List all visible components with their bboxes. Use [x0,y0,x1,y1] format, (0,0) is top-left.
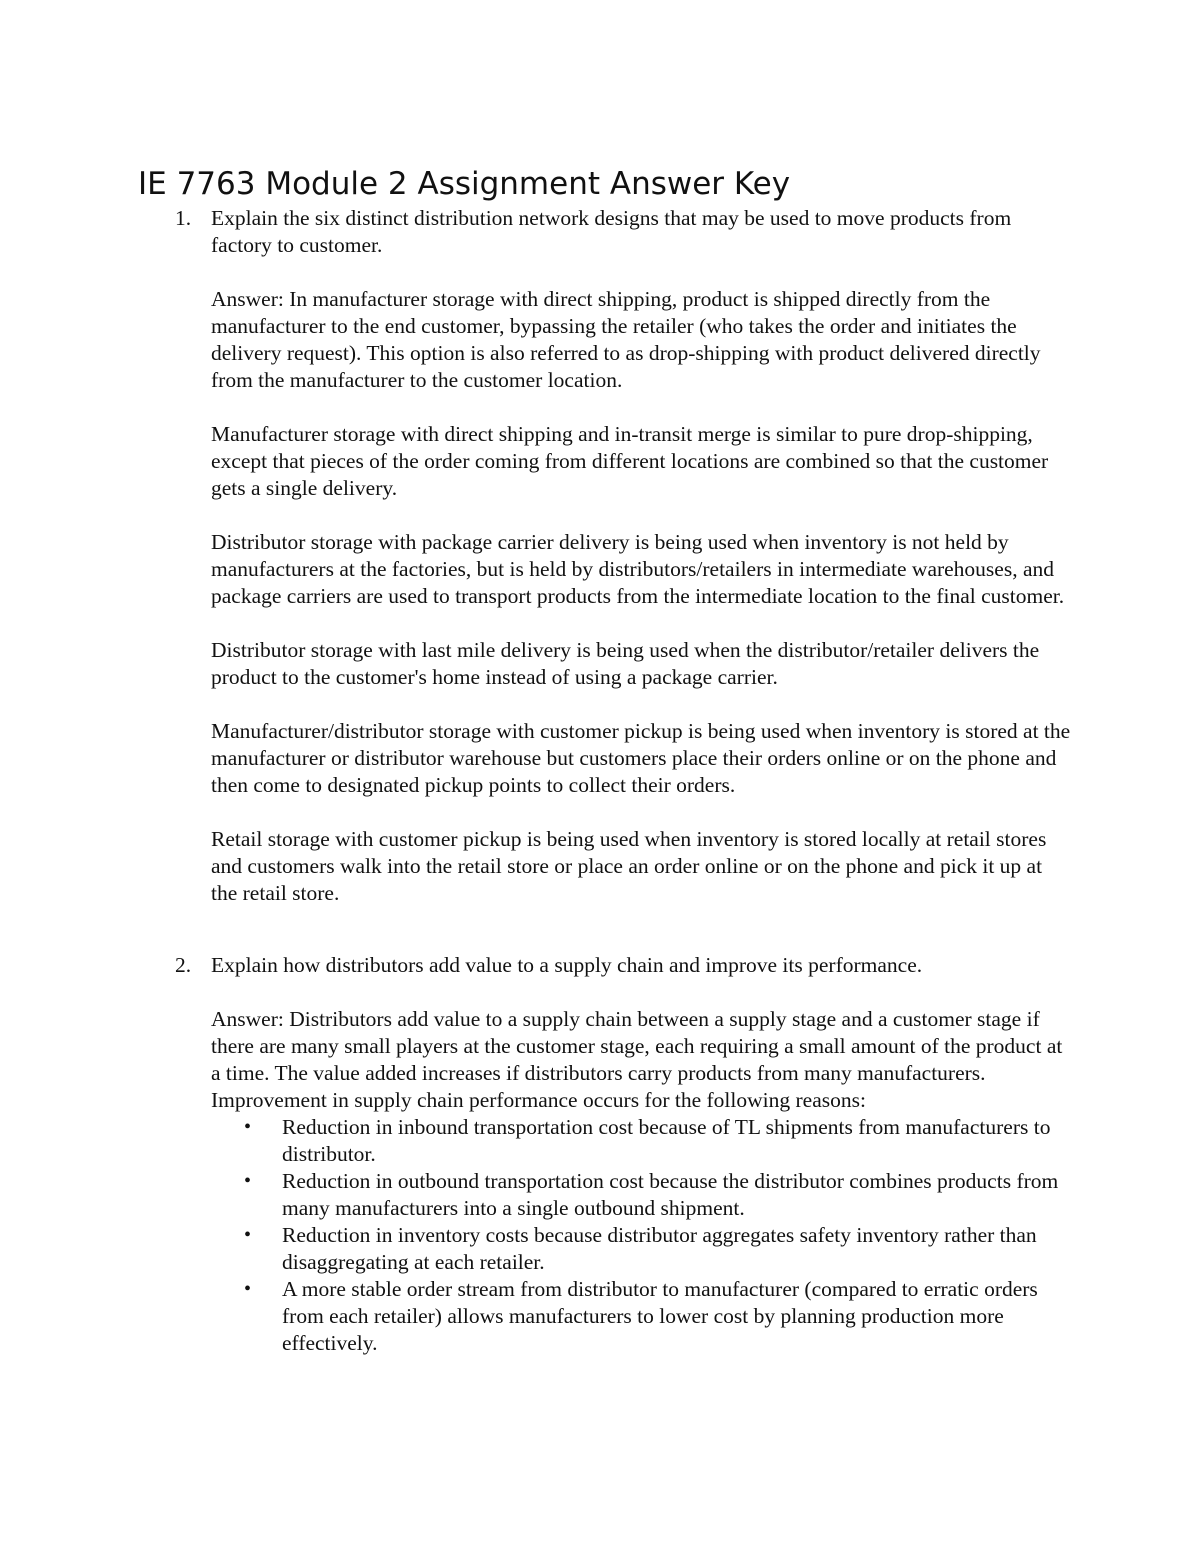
answer-paragraph: Manufacturer/distributor storage with customer pickup is being used when inventory is stored at the manufacturer or distributor warehouse but customers place their orders online or on the phone and then come to designated pickup points to collect their orders. [211,719,1071,797]
list-item-text: A more stable order stream from distributor to manufacturer (compared to erratic orders from each retailer) allows manufacturers to lower cost by planning production more effectively. [282,1277,1038,1355]
question-number: 2. [175,953,192,977]
document-title: IE 7763 Module 2 Assignment Answer Key [138,166,791,202]
answer-paragraph: Manufacturer storage with direct shipping and in-transit merge is similar to pure drop-shipping, except that pieces of the order coming from different locations are combined so that the customer gets a single delivery. [211,422,1049,500]
list-item [211,1168,1071,1222]
answer-paragraph: Retail storage with customer pickup is being used when inventory is stored locally at retail stores and customers walk into the retail store or place an order online or on the phone and pick it up at the retail store. [211,827,1047,905]
list-item-text: Reduction in inbound transportation cost because of TL shipments from manufacturers to distributor. [282,1115,1051,1166]
question-item-1 [0,205,1071,907]
question-text: Explain how distributors add value to a supply chain and improve its performance. [211,953,923,977]
bullet-icon: • [244,1116,252,1138]
bullet-icon: • [244,1224,252,1246]
question-list [0,205,1200,1357]
question-text: Explain the six distinct distribution network designs that may be used to move products from factory to customer. [211,206,1012,257]
list-item-text: Reduction in inventory costs because distributor aggregates safety inventory rather than disaggregating at each retailer. [282,1223,1037,1274]
question-item-2 [0,952,1071,1357]
list-item [211,1222,1071,1276]
list-item [211,1114,1071,1168]
answer-paragraph: Distributor storage with last mile delivery is being used when the distributor/retailer delivers the product to the customer's home instead of using a package carrier. [211,638,1040,689]
bullet-icon: • [244,1278,252,1300]
list-item [211,1276,1071,1357]
reasons-list [211,1114,1071,1357]
list-item-text: Reduction in outbound transportation cost because the distributor combines products from many manufacturers into a single outbound shipment. [282,1169,1059,1220]
question-number: 1. [175,206,192,230]
answer-paragraph: Answer: Distributors add value to a supply chain between a supply stage and a customer stage if there are many small players at the customer stage, each requiring a small amount of the product at a time. The value added increases if distributors carry products from many manufacturers. Improvement in supply chain performance occurs for the following reasons: [211,1007,1063,1112]
answer-paragraph: Distributor storage with package carrier delivery is being used when inventory is not held by manufacturers at the factories, but is held by distributors/retailers in intermediate warehouses, and package carriers are used to transport products from the intermediate location to the final customer. [211,530,1065,608]
bullet-icon: • [244,1170,252,1192]
answer-paragraph: Answer: In manufacturer storage with direct shipping, product is shipped directly from the manufacturer to the end customer, bypassing the retailer (who takes the order and initiates the delivery request). This option is also referred to as drop-shipping with product delivered directly from the manufacturer to the customer location. [211,287,1041,392]
